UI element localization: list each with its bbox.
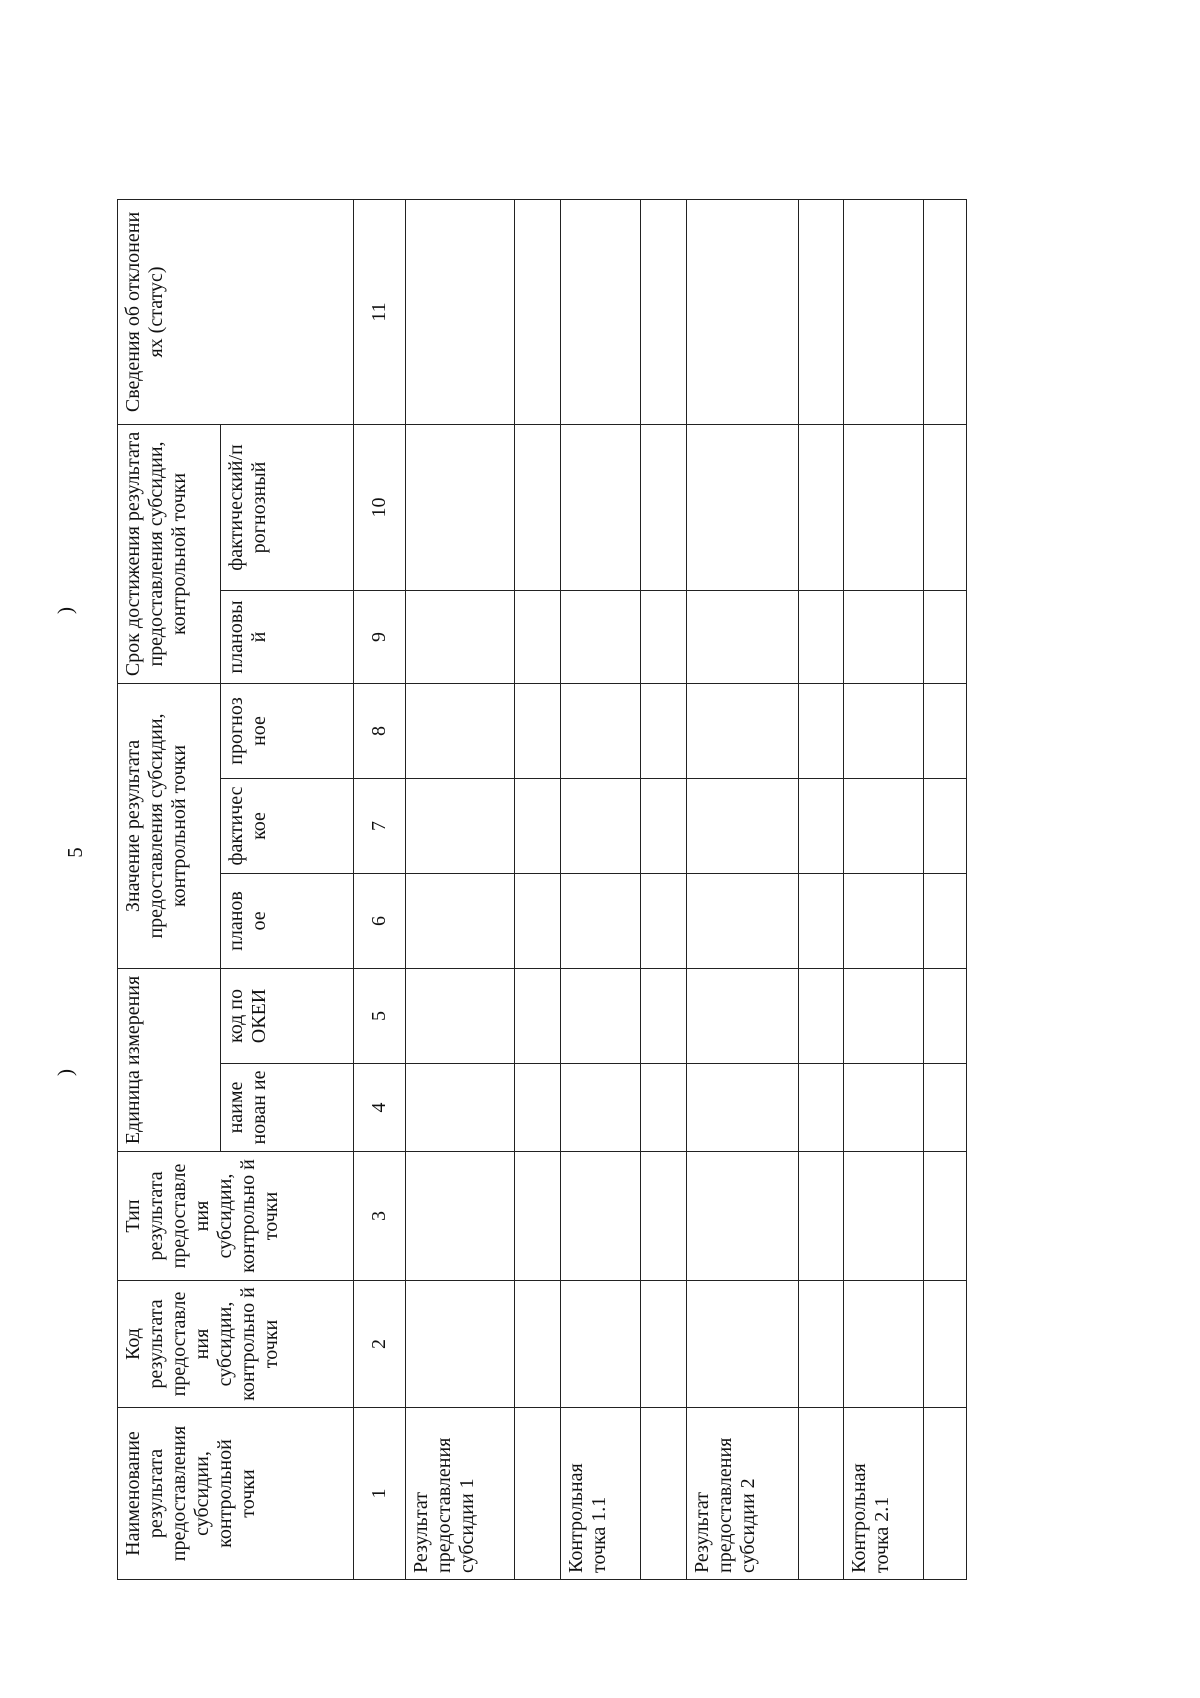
col-num-5: 5 <box>354 968 405 1063</box>
col-num-9: 9 <box>354 590 405 683</box>
row-label: Результат предоставления субсидии 1 <box>405 1408 515 1580</box>
header-deadline: Срок достижения результата предоставления субсидии, контрольной точки <box>118 424 221 683</box>
header-value: Значение результата предоставления субсидии, контрольной точки <box>118 683 221 968</box>
table-row <box>798 199 844 1579</box>
row-label <box>798 1408 844 1580</box>
col-num-2: 2 <box>354 1281 405 1408</box>
table-row <box>405 199 515 1579</box>
col-num-11: 11 <box>354 199 405 424</box>
row-label <box>515 1408 561 1580</box>
report-table-container <box>117 200 967 1580</box>
col-num-6: 6 <box>354 873 405 968</box>
header-deadline-plan: плановы й <box>221 590 354 683</box>
row-label: Контрольная точка 1.1 <box>561 1408 641 1580</box>
header-row-1 <box>118 199 221 1579</box>
table-row <box>686 199 798 1579</box>
row-label: Результат предоставления субсидии 2 <box>686 1408 798 1580</box>
header-unit-code: код по ОКЕИ <box>221 968 354 1063</box>
header-type: Тип результата предоставле ния субсидии, контрольно й точки <box>118 1152 354 1281</box>
header-unit-name: наиме нован ие <box>221 1064 354 1152</box>
column-numbers-row <box>354 199 405 1579</box>
row-label <box>924 1408 967 1580</box>
col-num-4: 4 <box>354 1064 405 1152</box>
col-num-1: 1 <box>354 1408 405 1580</box>
col-num-3: 3 <box>354 1152 405 1281</box>
table-row <box>641 199 687 1579</box>
page-mark-paren-right: ) <box>53 607 77 614</box>
page-number: 5 <box>62 847 87 858</box>
header-unit: Единица измерения <box>118 968 221 1151</box>
header-value-fact: фактичес кое <box>221 778 354 873</box>
row-label <box>641 1408 687 1580</box>
header-code: Код результата предоставле ния субсидии, контрольно й точки <box>118 1281 354 1408</box>
header-deviation: Сведения об отклонени ях (статус) <box>118 199 354 424</box>
header-deadline-fact: фактический/п рогнозный <box>221 424 354 590</box>
table-row <box>561 199 641 1579</box>
col-num-8: 8 <box>354 683 405 778</box>
col-num-10: 10 <box>354 424 405 590</box>
col-num-7: 7 <box>354 778 405 873</box>
table-row <box>515 199 561 1579</box>
header-value-plan: планов ое <box>221 873 354 968</box>
header-name: Наименование результата предоставления субсидии, контрольной точки <box>118 1408 354 1580</box>
page-mark-paren-left: ) <box>53 1069 77 1076</box>
row-label: Контрольная точка 2.1 <box>844 1408 924 1580</box>
results-table <box>117 199 967 1580</box>
header-value-forecast: прогноз ное <box>221 683 354 778</box>
table-row <box>924 199 967 1579</box>
table-row <box>844 199 924 1579</box>
